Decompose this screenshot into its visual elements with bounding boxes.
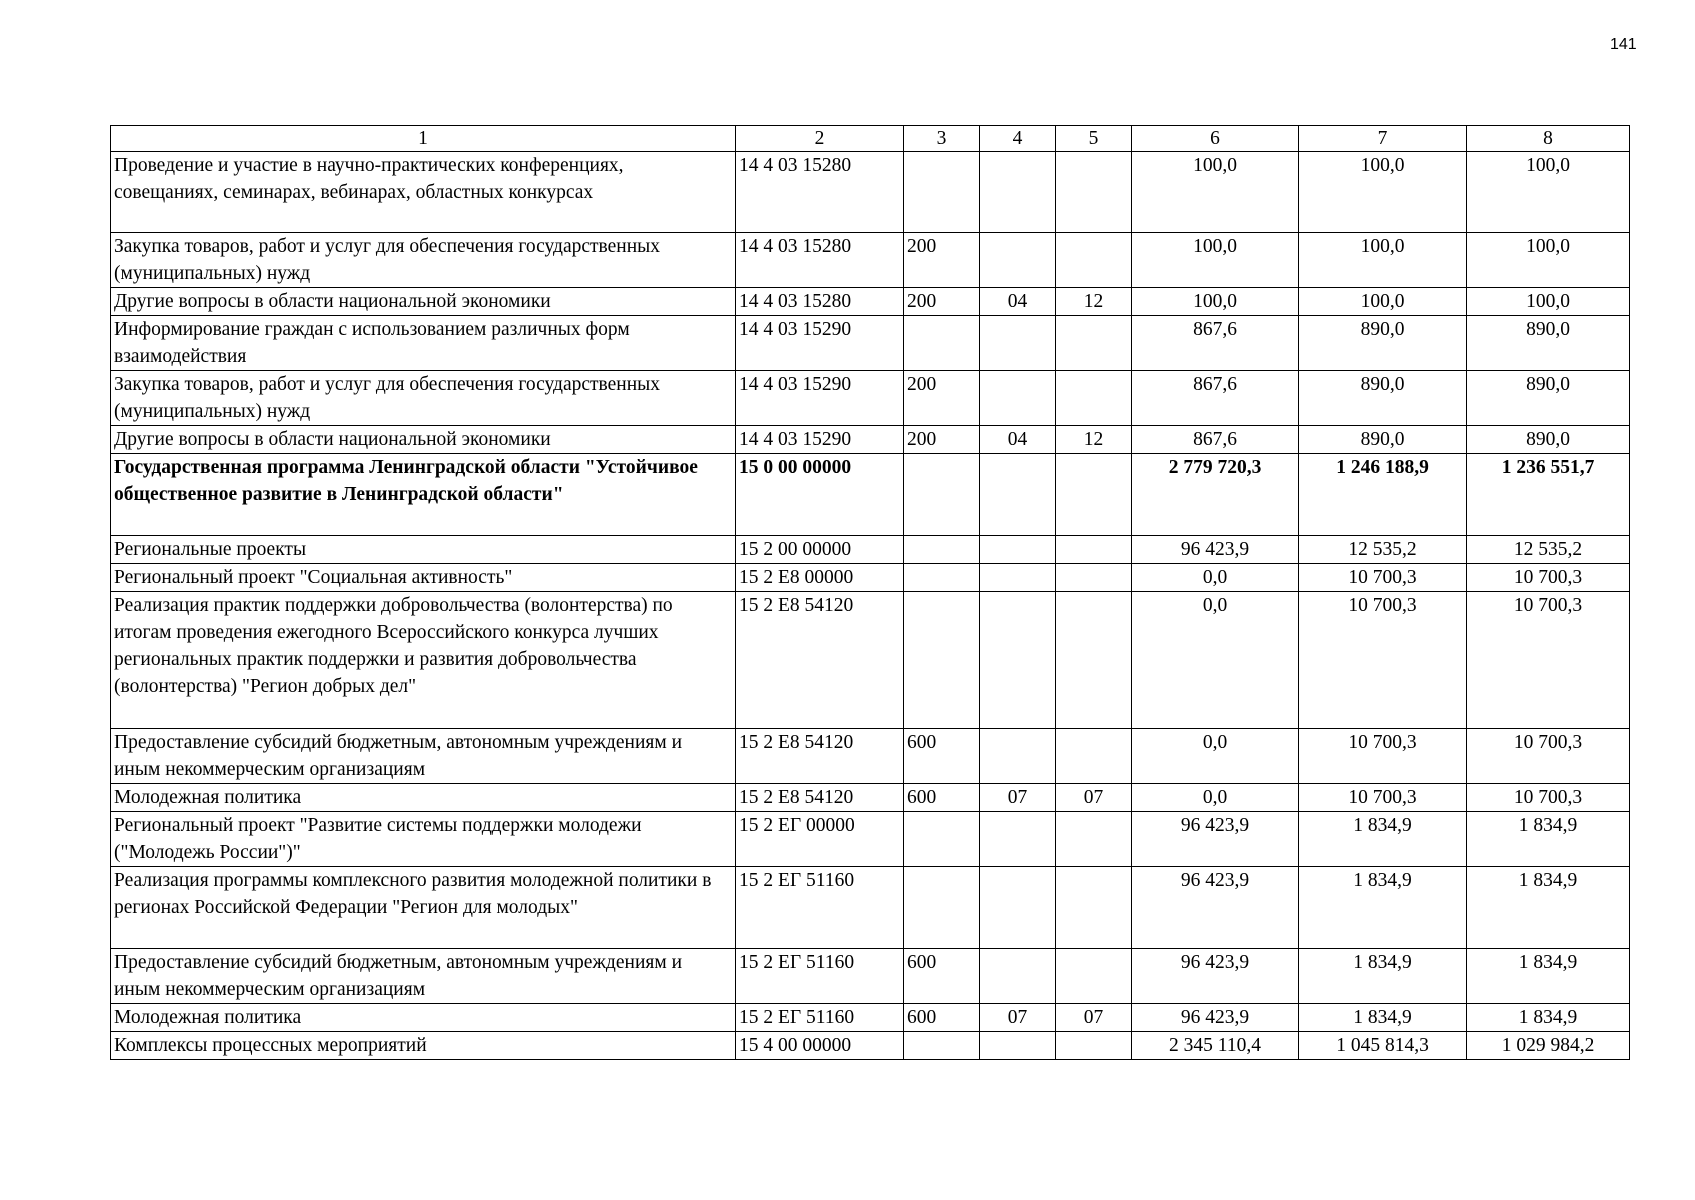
row-year1: 96 423,9 [1132,812,1299,867]
row-csr: 15 2 Е8 54120 [736,729,904,784]
table-row [111,288,1630,316]
table-row [111,371,1630,426]
row-vr [904,152,980,233]
row-csr: 15 2 00 00000 [736,536,904,564]
row-year3: 10 700,3 [1467,592,1630,729]
row-csr: 14 4 03 15290 [736,316,904,371]
row-rz [980,1032,1056,1060]
row-rz [980,564,1056,592]
row-name: Информирование граждан с использованием различных форм взаимодействия [111,316,736,371]
row-name: Другие вопросы в области национальной экономики [111,426,736,454]
table-row [111,564,1630,592]
table-row [111,233,1630,288]
row-vr: 600 [904,949,980,1004]
row-csr: 15 2 ЕГ 51160 [736,1004,904,1032]
row-rz [980,867,1056,949]
row-vr: 200 [904,233,980,288]
row-year2: 890,0 [1299,426,1467,454]
header-cell: 3 [904,126,980,152]
row-year2: 1 246 188,9 [1299,454,1467,536]
row-year1: 867,6 [1132,316,1299,371]
row-year2: 1 045 814,3 [1299,1032,1467,1060]
row-rz [980,316,1056,371]
row-name: Закупка товаров, работ и услуг для обеспечения государственных (муниципальных) нужд [111,233,736,288]
row-pr [1056,316,1132,371]
row-year2: 890,0 [1299,316,1467,371]
row-year3: 10 700,3 [1467,564,1630,592]
row-vr [904,812,980,867]
table-row [111,1004,1630,1032]
table-row [111,729,1630,784]
row-year2: 100,0 [1299,152,1467,233]
row-csr: 15 2 ЕГ 51160 [736,867,904,949]
row-pr [1056,233,1132,288]
row-year2: 890,0 [1299,371,1467,426]
header-cell: 8 [1467,126,1630,152]
row-year1: 96 423,9 [1132,1004,1299,1032]
row-csr: 15 2 ЕГ 00000 [736,812,904,867]
row-name: Предоставление субсидий бюджетным, автономным учреждениям и иным некоммерческим организациям [111,949,736,1004]
row-year3: 1 834,9 [1467,812,1630,867]
row-csr: 15 0 00 00000 [736,454,904,536]
row-year3: 1 834,9 [1467,1004,1630,1032]
row-year3: 890,0 [1467,371,1630,426]
row-year3: 100,0 [1467,233,1630,288]
row-name: Реализация практик поддержки добровольчества (волонтерства) по итогам проведения ежегодного Всероссийского конкурса лучших региональных практик поддержки и развития добровольчества (волонтерства) "Регион добрых дел" [111,592,736,729]
row-csr: 15 2 Е8 54120 [736,784,904,812]
row-rz [980,812,1056,867]
row-year1: 96 423,9 [1132,949,1299,1004]
row-pr [1056,454,1132,536]
row-name: Комплексы процессных мероприятий [111,1032,736,1060]
header-cell: 5 [1056,126,1132,152]
row-vr: 200 [904,288,980,316]
row-csr: 14 4 03 15290 [736,371,904,426]
header-cell: 6 [1132,126,1299,152]
row-pr [1056,729,1132,784]
row-year1: 100,0 [1132,233,1299,288]
table-row [111,949,1630,1004]
row-csr: 14 4 03 15280 [736,152,904,233]
row-year2: 1 834,9 [1299,867,1467,949]
row-year3: 100,0 [1467,288,1630,316]
row-year1: 0,0 [1132,729,1299,784]
row-year1: 2 779 720,3 [1132,454,1299,536]
row-vr: 600 [904,729,980,784]
row-pr: 07 [1056,1004,1132,1032]
budget-table [110,125,1630,1060]
row-year2: 1 834,9 [1299,812,1467,867]
table-row [111,426,1630,454]
row-name: Молодежная политика [111,1004,736,1032]
header-cell: 7 [1299,126,1467,152]
row-pr: 12 [1056,426,1132,454]
row-year3: 12 535,2 [1467,536,1630,564]
row-name: Реализация программы комплексного развития молодежной политики в регионах Российской Федерации "Регион для молодых" [111,867,736,949]
row-name: Региональный проект "Социальная активность" [111,564,736,592]
row-year3: 1 029 984,2 [1467,1032,1630,1060]
row-name: Другие вопросы в области национальной экономики [111,288,736,316]
table-row [111,536,1630,564]
row-pr [1056,867,1132,949]
row-rz [980,152,1056,233]
header-cell: 2 [736,126,904,152]
row-year3: 1 834,9 [1467,949,1630,1004]
page-number: 141 [1610,36,1637,53]
row-rz [980,949,1056,1004]
row-pr [1056,812,1132,867]
header-cell: 4 [980,126,1056,152]
table-row-program [111,454,1630,536]
row-rz [980,233,1056,288]
row-year2: 10 700,3 [1299,784,1467,812]
row-name: Проведение и участие в научно-практических конференциях, совещаниях, семинарах, вебинарах, областных конкурсах [111,152,736,233]
row-year3: 10 700,3 [1467,729,1630,784]
row-csr: 15 4 00 00000 [736,1032,904,1060]
row-pr [1056,592,1132,729]
row-rz: 04 [980,426,1056,454]
row-vr: 600 [904,784,980,812]
row-year1: 0,0 [1132,592,1299,729]
row-name: Государственная программа Ленинградской области "Устойчивое общественное развитие в Ленинградской области" [111,454,736,536]
table-row [111,592,1630,729]
table-row [111,316,1630,371]
row-vr: 200 [904,426,980,454]
row-vr [904,316,980,371]
row-rz [980,371,1056,426]
row-pr: 07 [1056,784,1132,812]
row-rz [980,454,1056,536]
row-vr [904,564,980,592]
row-year2: 10 700,3 [1299,592,1467,729]
row-year1: 0,0 [1132,784,1299,812]
row-year1: 96 423,9 [1132,867,1299,949]
row-pr [1056,1032,1132,1060]
row-pr: 12 [1056,288,1132,316]
row-year3: 100,0 [1467,152,1630,233]
row-year2: 12 535,2 [1299,536,1467,564]
row-pr [1056,371,1132,426]
row-year3: 1 834,9 [1467,867,1630,949]
row-vr [904,454,980,536]
table-row [111,152,1630,233]
row-year2: 1 834,9 [1299,949,1467,1004]
row-pr [1056,152,1132,233]
row-year3: 1 236 551,7 [1467,454,1630,536]
row-csr: 15 2 ЕГ 51160 [736,949,904,1004]
table-row [111,812,1630,867]
row-vr: 200 [904,371,980,426]
row-year1: 100,0 [1132,152,1299,233]
row-vr [904,1032,980,1060]
table-row [111,784,1630,812]
row-year1: 96 423,9 [1132,536,1299,564]
row-vr: 600 [904,1004,980,1032]
row-rz: 07 [980,784,1056,812]
row-csr: 15 2 Е8 00000 [736,564,904,592]
row-rz [980,729,1056,784]
row-rz: 04 [980,288,1056,316]
table-row [111,867,1630,949]
row-year1: 2 345 110,4 [1132,1032,1299,1060]
row-pr [1056,536,1132,564]
row-rz [980,592,1056,729]
row-pr [1056,564,1132,592]
row-name: Предоставление субсидий бюджетным, автономным учреждениям и иным некоммерческим организациям [111,729,736,784]
row-year3: 890,0 [1467,426,1630,454]
row-year1: 100,0 [1132,288,1299,316]
row-vr [904,592,980,729]
row-csr: 15 2 Е8 54120 [736,592,904,729]
row-year2: 100,0 [1299,233,1467,288]
row-year1: 867,6 [1132,426,1299,454]
row-name: Закупка товаров, работ и услуг для обеспечения государственных (муниципальных) нужд [111,371,736,426]
header-cell: 1 [111,126,736,152]
row-year3: 10 700,3 [1467,784,1630,812]
row-vr [904,867,980,949]
row-year2: 1 834,9 [1299,1004,1467,1032]
row-name: Молодежная политика [111,784,736,812]
table-header-row [111,126,1630,152]
row-csr: 14 4 03 15280 [736,233,904,288]
row-year3: 890,0 [1467,316,1630,371]
row-rz: 07 [980,1004,1056,1032]
row-year1: 0,0 [1132,564,1299,592]
row-csr: 14 4 03 15290 [736,426,904,454]
row-year2: 100,0 [1299,288,1467,316]
row-pr [1056,949,1132,1004]
row-rz [980,536,1056,564]
row-csr: 14 4 03 15280 [736,288,904,316]
row-vr [904,536,980,564]
row-name: Региональный проект "Развитие системы поддержки молодежи ("Молодежь России")" [111,812,736,867]
table-row [111,1032,1630,1060]
row-year1: 867,6 [1132,371,1299,426]
row-name: Региональные проекты [111,536,736,564]
row-year2: 10 700,3 [1299,729,1467,784]
row-year2: 10 700,3 [1299,564,1467,592]
